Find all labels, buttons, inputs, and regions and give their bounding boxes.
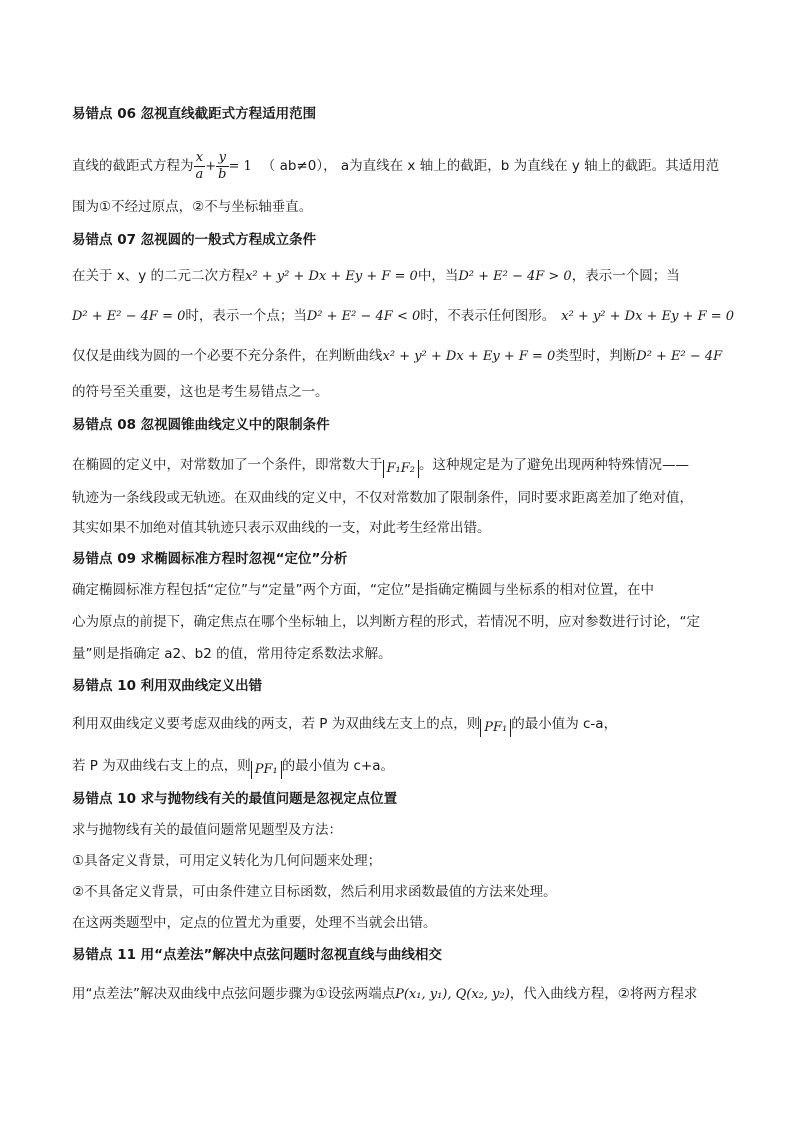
- text: 。这种规定是为了避免出现两种特殊情况——: [418, 457, 689, 473]
- text: 在关于 x、y 的二元二次方程: [72, 268, 246, 284]
- numerator: x: [194, 150, 206, 167]
- para-07-line4: 的符号至关重要，这也是考生易错点之一。: [72, 384, 329, 400]
- para-07-line1: [72, 266, 680, 287]
- circle-equation: x² + y² + Dx + Ey + F = 0: [561, 309, 735, 324]
- text: 时，不表示任何图形。: [420, 308, 556, 324]
- circle-equation: x² + y² + Dx + Ey + F = 0: [382, 349, 556, 364]
- heading-10a: 易错点 10 利用双曲线定义出错: [72, 678, 263, 694]
- fraction-x-over-a: [194, 150, 206, 183]
- equals-one: = 1: [228, 159, 252, 174]
- para-10a-line1: [72, 714, 617, 737]
- denominator: a: [195, 166, 204, 182]
- para-10b-line3: ②不具备定义背景，可由条件建立目标函数，然后利用求函数最值的方法来处理。: [72, 884, 557, 900]
- condition-negative: D² + E² − 4F < 0: [306, 309, 421, 324]
- para-08-line3: 其实如果不加绝对值其轨迹只表示双曲线的一支，对此考生经常出错。: [72, 520, 491, 536]
- text: 时，表示一个点；当: [185, 308, 307, 324]
- abs-pf1: PF₁: [480, 719, 511, 737]
- para-11-line1: [72, 984, 697, 1005]
- text: 的最小值为 c+a。: [281, 758, 395, 774]
- chord-endpoints: P(x₁, y₁), Q(x₂, y₂): [395, 987, 510, 1002]
- text: ，表示一个圆；当: [571, 268, 680, 284]
- para-10b-line1: 求与抛物线有关的最值问题常见题型及方法：: [72, 822, 342, 838]
- text: 中，当: [417, 268, 459, 284]
- numerator: y: [216, 150, 228, 167]
- heading-08: 易错点 08 忽视圆锥曲线定义中的限制条件: [72, 417, 330, 433]
- denominator: b: [218, 166, 227, 182]
- text: 直线的截距式方程为: [72, 158, 194, 174]
- text: 用“点差法”解决双曲线中点弦问题步骤为①设弦两端点: [72, 986, 396, 1002]
- heading-09: 易错点 09 求椭圆标准方程时忽视“定位”分析: [72, 551, 348, 567]
- text: 类型时，判断: [555, 348, 637, 364]
- abs-f1f2: F₁F₂: [383, 460, 419, 478]
- text: 若 P 为双曲线右支上的点，则: [72, 758, 251, 774]
- text: （ ab≠0）， a为直线在 x 轴上的截距，b 为直线在 y 轴上的截距。其适用范: [261, 158, 720, 174]
- plus-sign: +: [205, 159, 217, 174]
- condition-zero: D² + E² − 4F = 0: [72, 309, 186, 324]
- heading-10b: 易错点 10 求与抛物线有关的最值问题是忽视定点位置: [72, 791, 398, 807]
- text: ，代入曲线方程，②将两方程求: [509, 986, 698, 1002]
- heading-06: 易错点 06 忽视直线截距式方程适用范围: [72, 106, 317, 122]
- para-07-line2: [72, 306, 734, 327]
- discriminant-expression: D² + E² − 4F: [636, 349, 723, 364]
- fraction-y-over-b: [216, 150, 228, 183]
- para-09-line2: 心为原点的前提下，确定焦点在哪个坐标轴上，以判断方程的形式，若情况不明，应对参数进行讨论，“定: [72, 614, 700, 630]
- text: 仅仅是曲线为圆的一个必要不充分条件，在判断曲线: [72, 348, 383, 364]
- para-08-line2: 轨迹为一条线段或无轨迹。在双曲线的定义中，不仅对常数加了限制条件，同时要求距离差加了绝对值，: [72, 490, 693, 506]
- para-06-line1: [72, 146, 719, 186]
- para-06-line2: 围为①不经过原点，②不与坐标轴垂直。: [72, 199, 313, 215]
- para-10b-line4: 在这两类题型中，定点的位置尤为重要，处理不当就会出错。: [72, 915, 437, 931]
- text: 的最小值为 c-a，: [511, 716, 618, 732]
- para-10b-line2: ①具备定义背景，可用定义转化为几何问题来处理；: [72, 853, 382, 869]
- condition-positive: D² + E² − 4F > 0: [458, 269, 572, 284]
- para-08-line1: [72, 455, 689, 478]
- para-10a-line2: [72, 756, 394, 779]
- abs-pf1: PF₁: [251, 761, 282, 779]
- heading-11: 易错点 11 用“点差法”解决中点弦问题时忽视直线与曲线相交: [72, 947, 442, 963]
- circle-equation: x² + y² + Dx + Ey + F = 0: [245, 269, 418, 284]
- heading-07: 易错点 07 忽视圆的一般式方程成立条件: [72, 232, 317, 248]
- text: 在椭圆的定义中，对常数加了一个条件，即常数大于: [72, 457, 383, 473]
- para-09-line3: 量”则是指确定 a2、b2 的值，常用待定系数法求解。: [72, 646, 392, 662]
- text: 利用双曲线定义要考虑双曲线的两支，若 P 为双曲线左支上的点，则: [72, 716, 481, 732]
- para-07-line3: [72, 346, 722, 367]
- para-09-line1: 确定椭圆标准方程包括“定位”与“定量”两个方面，“定位”是指确定椭圆与坐标系的相对位置，在中: [72, 582, 654, 598]
